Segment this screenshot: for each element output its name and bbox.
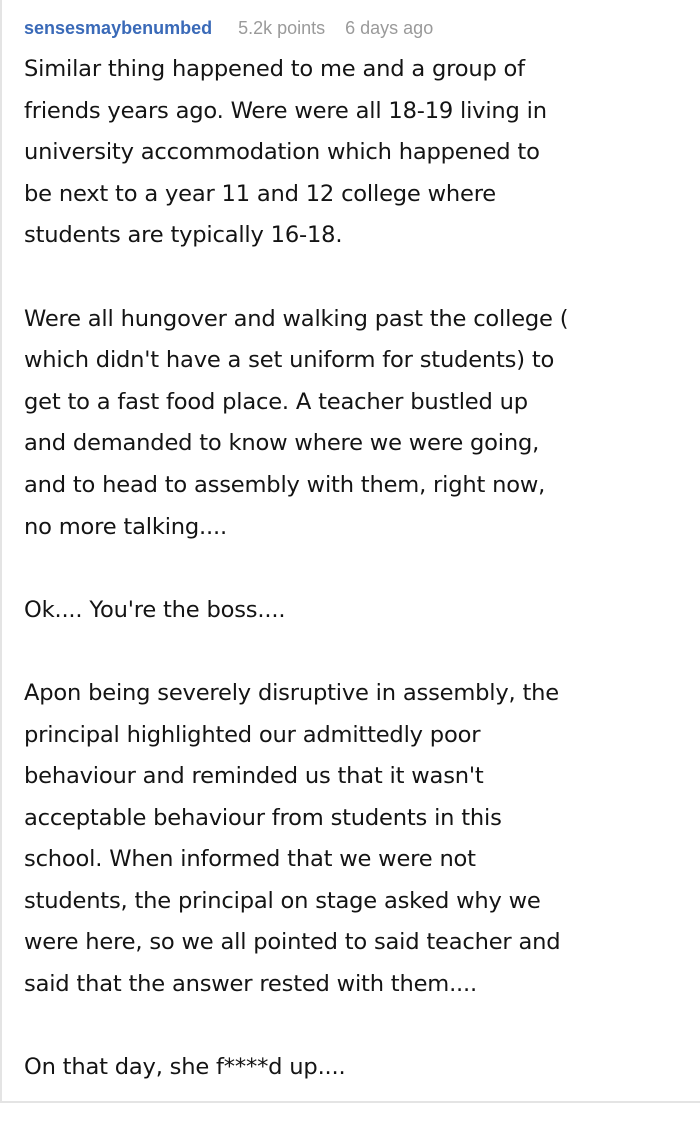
comment-paragraph [24,299,696,549]
comment-line: Ok.... You're the boss.... [24,596,286,623]
comment-line: Were all hungover and walking past the college ( [24,305,569,332]
comment-line: which didn't have a set uniform for students) to [24,347,555,374]
comment-line: On that day, she f****d up.... [24,1054,346,1081]
comment-body [24,49,696,1130]
comment-line: Similar thing happened to me and a group of [24,56,525,82]
comment-paragraph [24,1047,696,1089]
username-link[interactable]: sensesmaybenumbed [24,18,213,38]
comment-line: students, the principal on stage asked why we [24,887,541,914]
comment-line: Apon being severely disruptive in assembly, the [24,679,559,706]
comment-line: were here, so we all pointed to said teacher and [24,929,561,956]
comment-line: and to head to assembly with them, right now, [24,471,546,498]
comment-line: be next to a year 11 and 12 college where [24,180,497,207]
comment-paragraph [24,49,696,257]
comment-meta [24,18,433,39]
comment-line: school. When informed that we were not [24,846,476,873]
comment-line: no more talking.... [24,513,227,540]
comment-line: and demanded to know where we were going, [24,430,540,457]
timestamp: 6 days ago [345,18,434,38]
comment-line: university accommodation which happened to [24,139,540,166]
comment-line: acceptable behaviour from students in this [24,804,502,831]
comment-line: get to a fast food place. A teacher bustled up [24,388,528,415]
comment-line: friends years ago. Were were all 18-19 living in [24,97,547,124]
comment-line: said that the answer rested with them.... [24,971,478,998]
comment-line: behaviour and reminded us that it wasn't [24,763,484,790]
comment-line: students are typically 16-18. [24,222,343,249]
comment-line: principal highlighted our admittedly poor [24,721,481,748]
points-count: 5.2k points [238,18,326,38]
comment-paragraph [24,673,696,1006]
comment-paragraph [24,590,696,632]
